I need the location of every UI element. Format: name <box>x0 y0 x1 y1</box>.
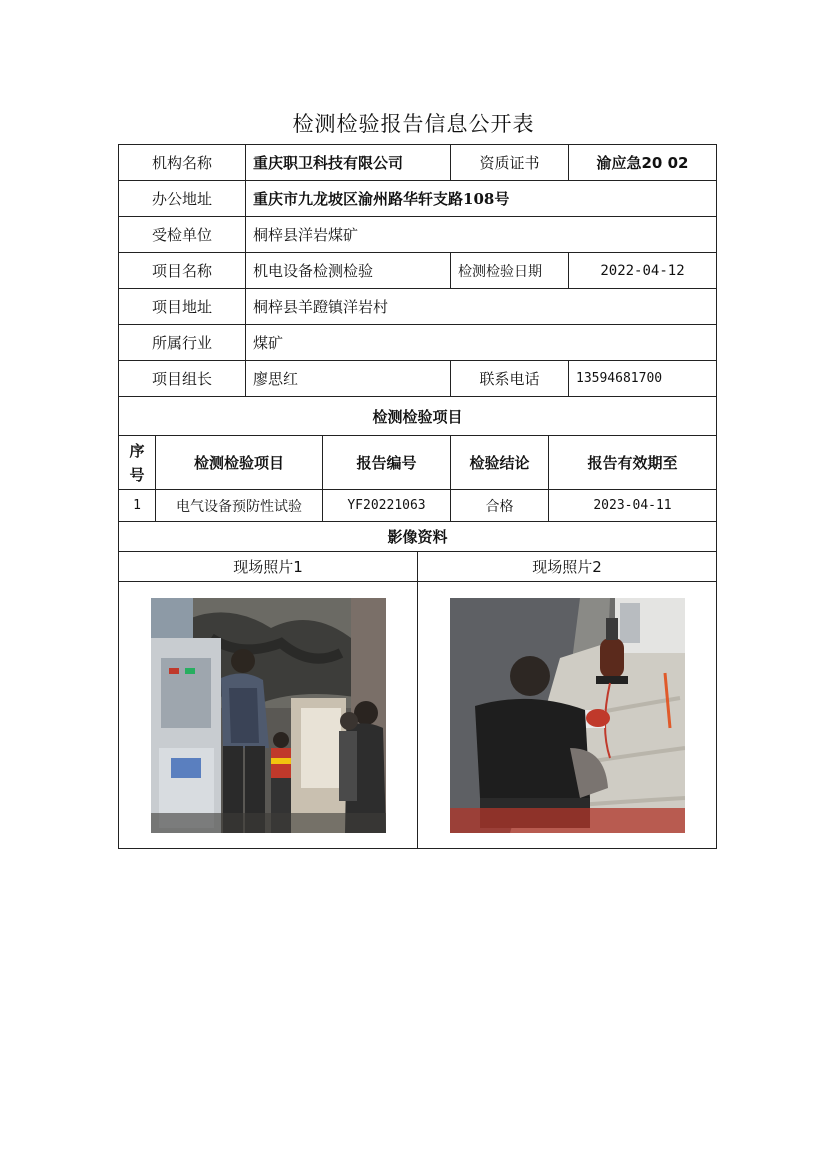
leader-label: 项目组长 <box>118 360 246 397</box>
header-valid-until: 报告有效期至 <box>548 435 717 490</box>
site-photo-2 <box>450 598 685 833</box>
photo1-cell <box>118 581 418 849</box>
cert-label: 资质证书 <box>450 144 569 181</box>
cert-number: 渝应急20 02 <box>568 144 717 181</box>
org-name-label: 机构名称 <box>118 144 246 181</box>
photo2-label: 现场照片2 <box>417 551 717 582</box>
project-name-label: 项目名称 <box>118 252 246 289</box>
inspected-unit-label: 受检单位 <box>118 216 246 253</box>
industry: 煤矿 <box>245 324 717 361</box>
leader: 廖思红 <box>245 360 451 397</box>
project-addr-label: 项目地址 <box>118 288 246 325</box>
row-no: 1 <box>118 489 156 522</box>
org-name: 重庆职卫科技有限公司 <box>245 144 451 181</box>
row-item: 电气设备预防性试验 <box>155 489 323 522</box>
site-photo-1 <box>151 598 386 833</box>
project-name: 机电设备检测检验 <box>245 252 451 289</box>
inspection-date: 2022-04-12 <box>568 252 717 289</box>
row-report-no: YF20221063 <box>322 489 451 522</box>
project-addr: 桐梓县羊蹬镇洋岩村 <box>245 288 717 325</box>
phone: 13594681700 <box>568 360 717 397</box>
photo1-label: 现场照片1 <box>118 551 418 582</box>
row-valid-until: 2023-04-11 <box>548 489 717 522</box>
images-section-title: 影像资料 <box>118 521 717 552</box>
page-title: 检测检验报告信息公开表 <box>292 112 535 136</box>
header-no: 序号 <box>118 435 156 490</box>
office-addr: 重庆市九龙坡区渝州路华轩支路108号 <box>245 180 717 217</box>
header-conclusion: 检验结论 <box>450 435 549 490</box>
inspection-date-label: 检测检验日期 <box>450 252 569 289</box>
items-section-title: 检测检验项目 <box>118 396 717 436</box>
photo2-cell <box>417 581 717 849</box>
header-report-no: 报告编号 <box>322 435 451 490</box>
office-addr-label: 办公地址 <box>118 180 246 217</box>
header-item: 检测检验项目 <box>155 435 323 490</box>
row-conclusion: 合格 <box>450 489 549 522</box>
industry-label: 所属行业 <box>118 324 246 361</box>
report-table <box>118 144 717 849</box>
inspected-unit: 桐梓县洋岩煤矿 <box>245 216 717 253</box>
phone-label: 联系电话 <box>450 360 569 397</box>
